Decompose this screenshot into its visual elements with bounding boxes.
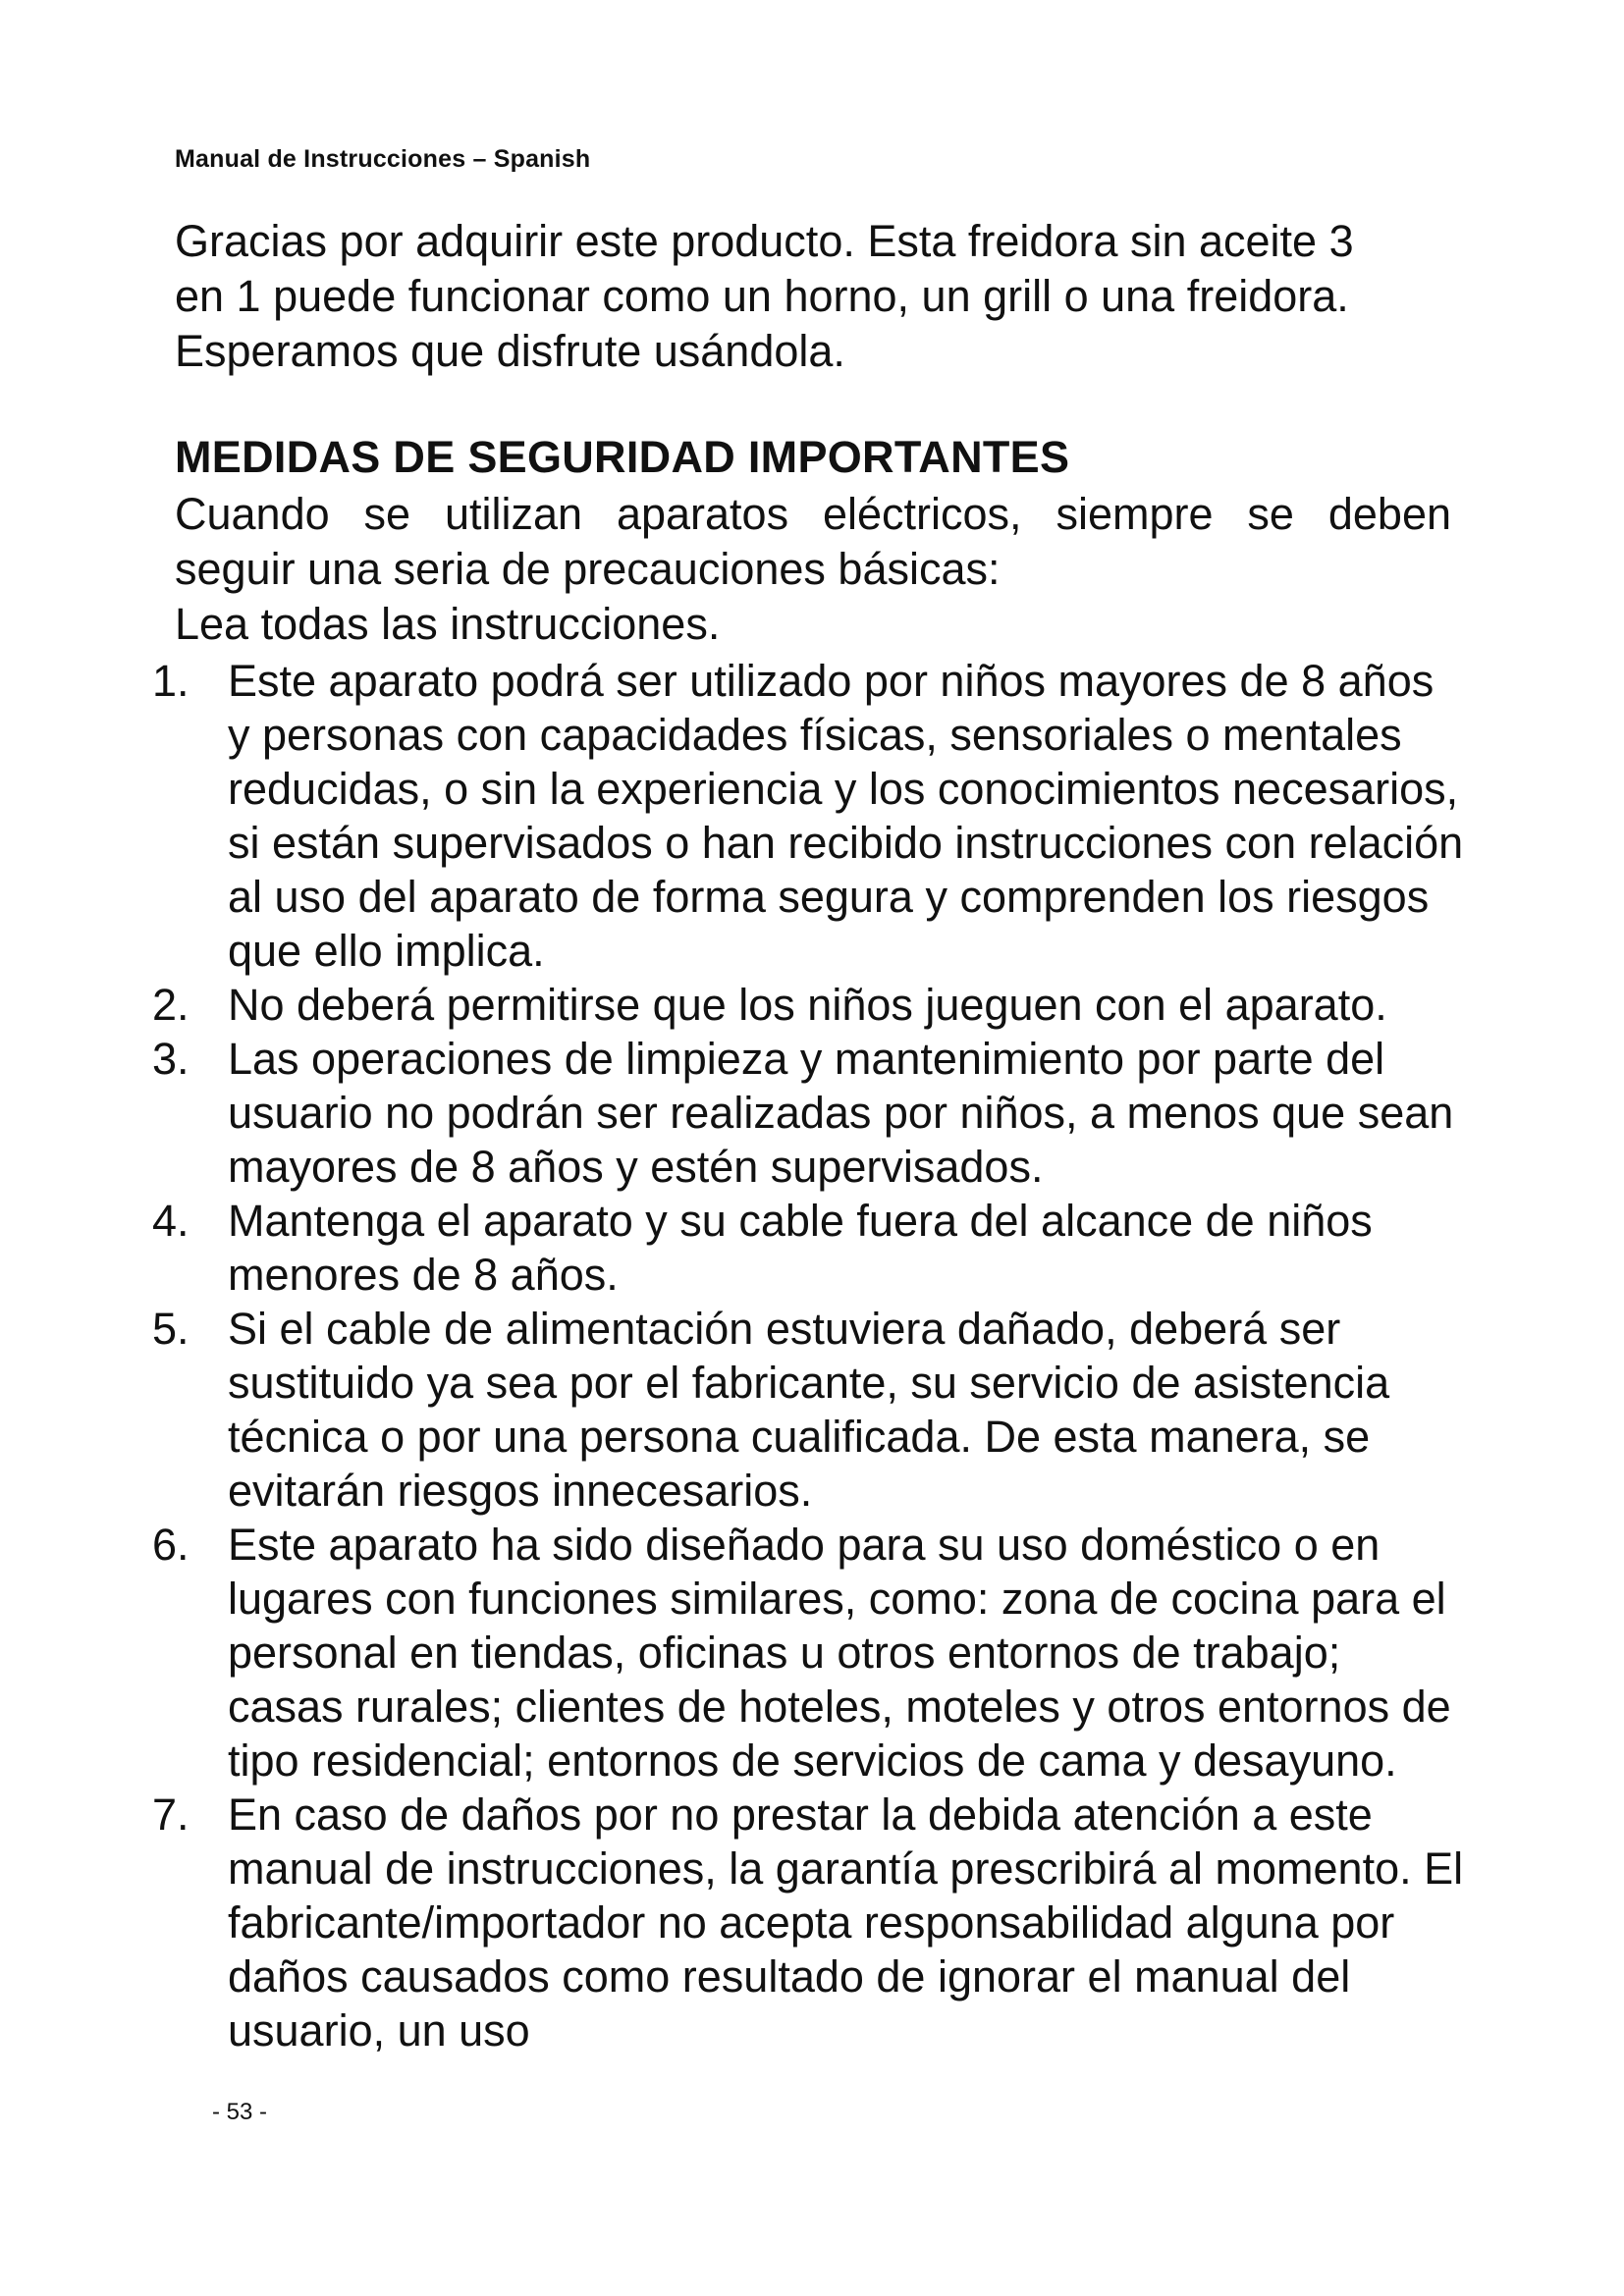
list-item (152, 1518, 1468, 1788)
list-item-number: 7. (152, 1789, 189, 1840)
list-item (152, 1302, 1468, 1518)
list-item-number: 2. (152, 980, 189, 1030)
list-item-text: Las operaciones de limpieza y mantenimiento por parte del usuario no podrán ser realizadas por niños, a menos que sean mayores de 8 años y estén supervisados. (228, 1034, 1454, 1192)
list-item-number: 5. (152, 1304, 189, 1354)
list-item-number: 6. (152, 1520, 189, 1570)
lead-line: Cuando se utilizan aparatos eléctricos, siempre se deben (175, 489, 1451, 539)
lead-line: Lea todas las instrucciones. (175, 599, 721, 649)
intro-paragraph (175, 214, 1451, 379)
list-item-text: No deberá permitirse que los niños jueguen con el aparato. (228, 980, 1387, 1030)
list-item-text: En caso de daños por no prestar la debida atención a este manual de instrucciones, la garantía prescribirá al momento. El fabricante/importador no acepta responsabilidad alguna por daños causados como resultado de ignorar el manual del usuario, un uso (228, 1789, 1464, 2056)
list-item-text: Este aparato podrá ser utilizado por niños mayores de 8 años y personas con capacidades físicas, sensoriales o mentales reducidas, o sin la experiencia y los conocimientos necesarios, si están supervisados o han recibido instrucciones con relación al uso del aparato de forma segura y comprenden los riesgos que ello implica. (228, 656, 1464, 976)
lead-line: seguir una seria de precauciones básicas: (175, 544, 1001, 594)
list-item-text: Este aparato ha sido diseñado para su uso doméstico o en lugares con funciones similares, como: zona de cocina para el personal en tiendas, oficinas u otros entornos de trabajo; casas rurales; clientes de hoteles, moteles y otros entornos de tipo residencial; entornos de servicios de cama y desayuno. (228, 1520, 1451, 1786)
list-item (152, 654, 1468, 978)
list-item (152, 978, 1468, 1032)
section-lead (175, 487, 1451, 652)
section-heading: MEDIDAS DE SEGURIDAD IMPORTANTES (175, 432, 1070, 482)
list-item (152, 1788, 1468, 2057)
list-item-number: 1. (152, 656, 189, 706)
intro-line: en 1 puede funcionar como un horno, un grill o una freidora. (175, 271, 1349, 321)
list-item-text: Si el cable de alimentación estuviera dañado, deberá ser sustituido ya sea por el fabricante, su servicio de asistencia técnica o por una persona cualificada. De esta manera, se evitarán riesgos innecesarios. (228, 1304, 1390, 1516)
safety-list (152, 654, 1468, 2057)
list-item-text: Mantenga el aparato y su cable fuera del alcance de niños menores de 8 años. (228, 1196, 1373, 1300)
intro-line: Esperamos que disfrute usándola. (175, 326, 845, 376)
page-number: - 53 - (212, 2099, 268, 2125)
intro-line: Gracias por adquirir este producto. Esta freidora sin aceite 3 (175, 216, 1354, 266)
list-item (152, 1032, 1468, 1194)
list-item (152, 1194, 1468, 1302)
running-header: Manual de Instrucciones – Spanish (175, 145, 591, 173)
list-item-number: 3. (152, 1034, 189, 1084)
list-item-number: 4. (152, 1196, 189, 1246)
